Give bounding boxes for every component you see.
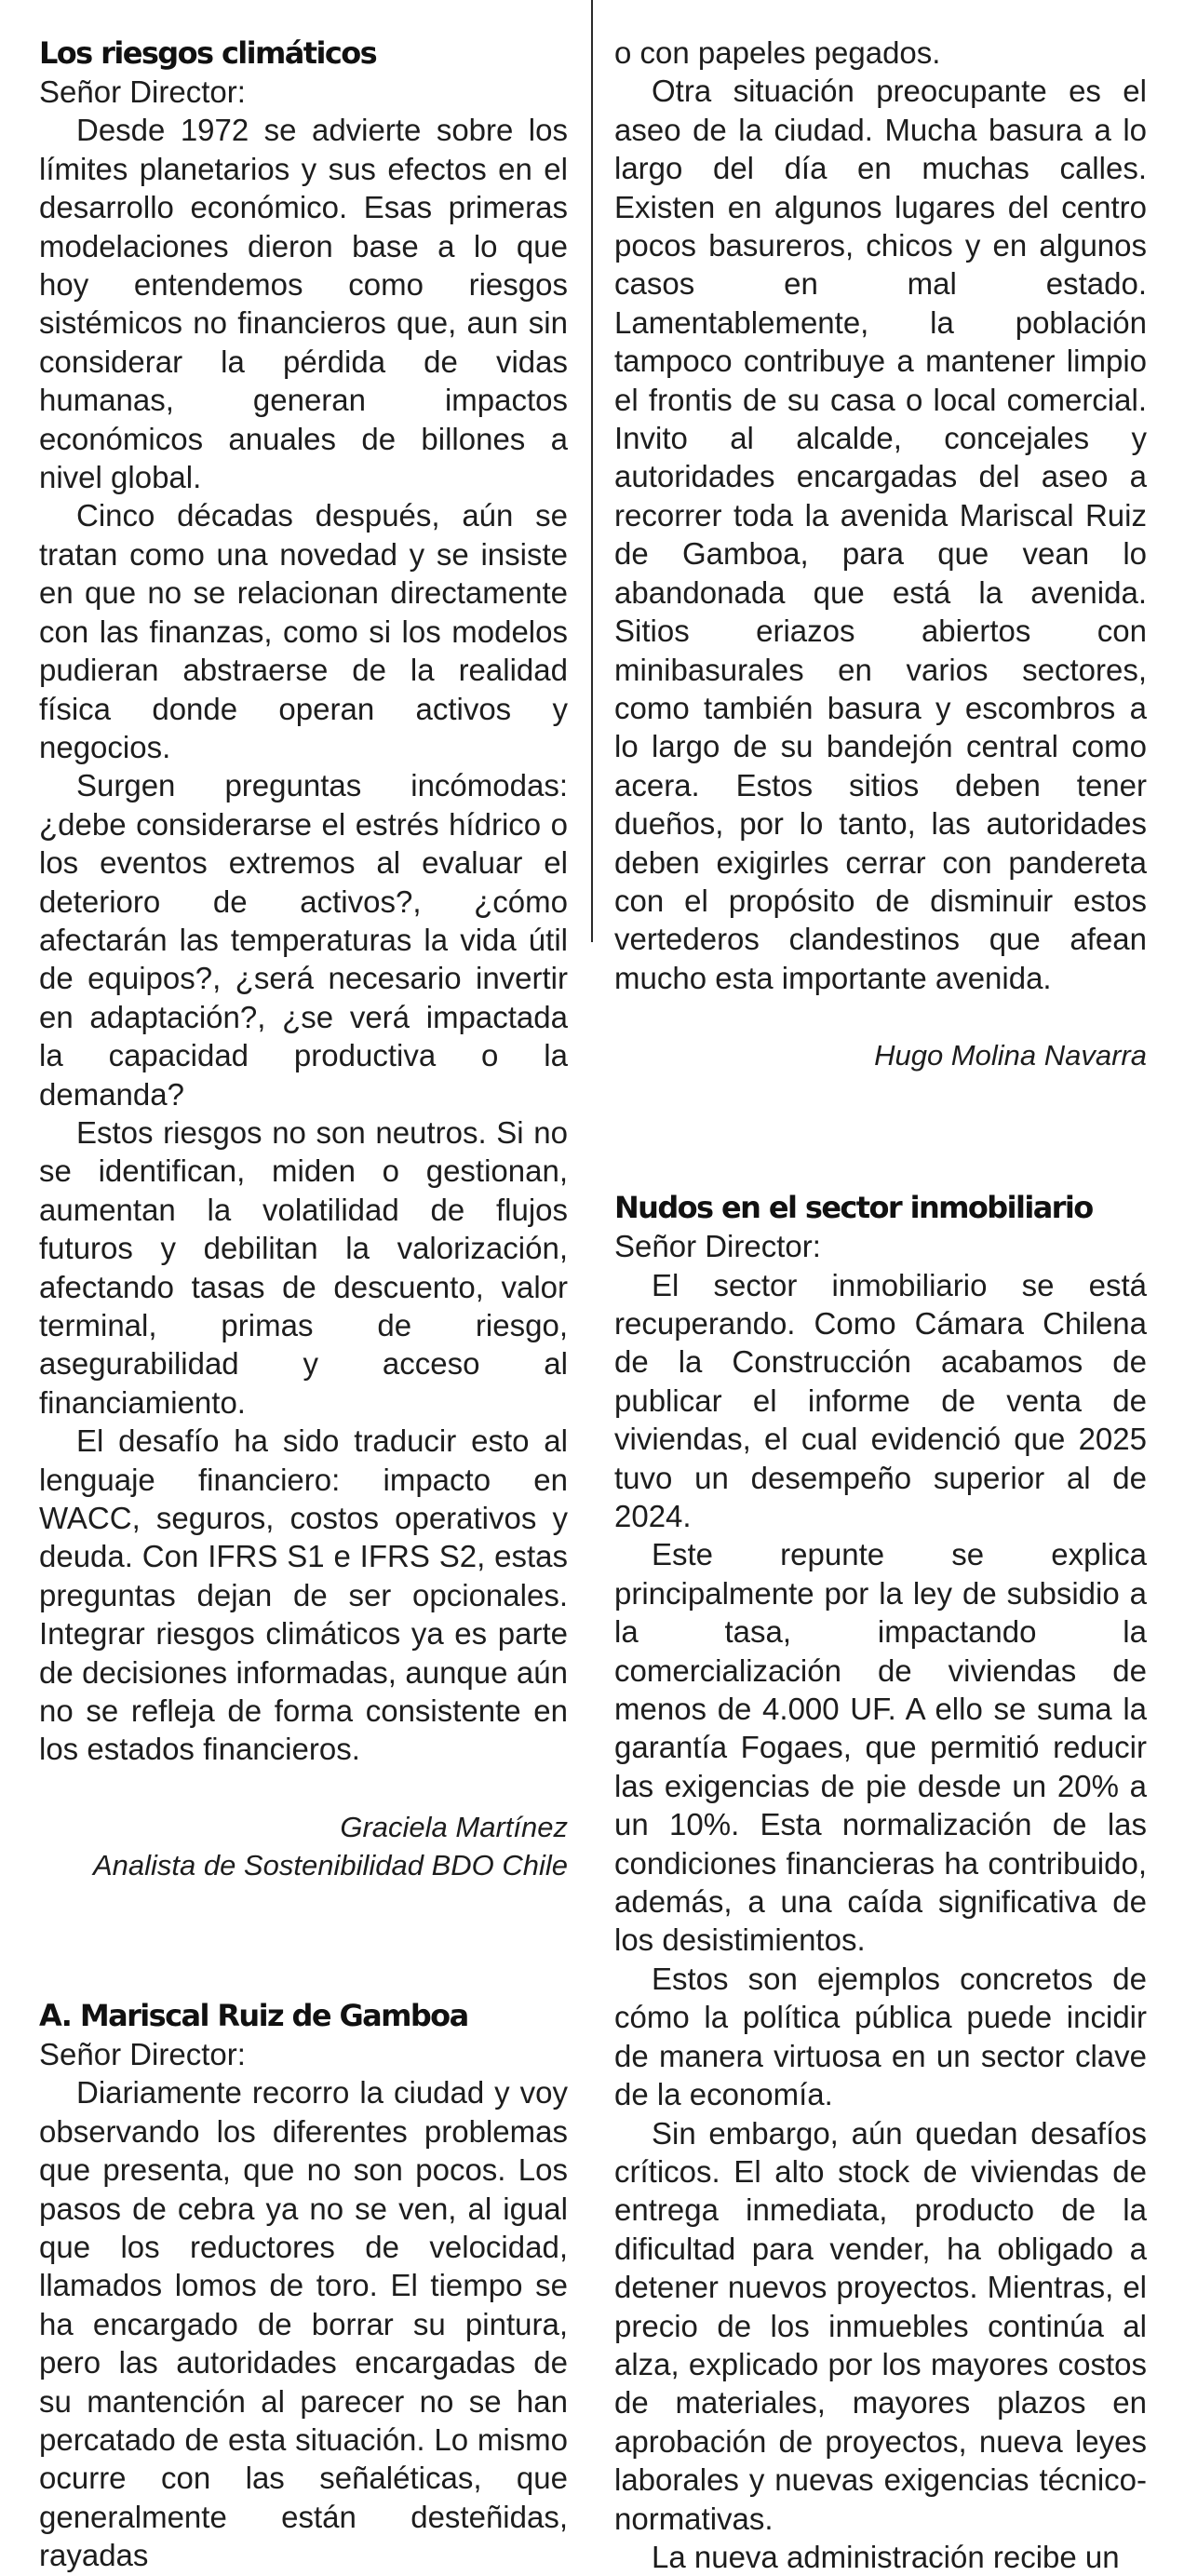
letter-paragraph: Cinco décadas después, aún se tratan como una novedad y se insiste en que no se relacionan directamente con las finanzas, como si los modelos pudieran abstraerse de la realidad física donde operan activos y negocios. xyxy=(39,498,568,764)
signature-name: Hugo Molina Navarra xyxy=(874,1039,1147,1072)
letter-paragraph: Surgen preguntas incómodas: ¿debe considerarse el estrés hídrico o los eventos extremos al evaluar el deterioro de activos?, ¿cómo afectarán las temperaturas la vida útil de equipos?, ¿será necesario invertir en adaptación?, ¿se verá impactada la capacidad productiva o la demanda? xyxy=(39,768,568,1112)
letter-mariscal-ruiz-de-gamboa-continued xyxy=(614,34,1147,1074)
signature-title: Analista de Sostenibilidad BDO Chile xyxy=(92,1848,568,1881)
letter-paragraph: Desde 1972 se advierte sobre los límites planetarios y sus efectos en el desarrollo económico. Esas primeras modelaciones dieron base a lo que hoy entendemos como riesgos sistémicos no financieros que, aun sin considerar la pérdida de vidas humanas, generan impactos económicos anuales de billones a nivel global. xyxy=(39,113,568,495)
letter-paragraph: La nueva administración recibe un xyxy=(652,2539,1120,2574)
right-column xyxy=(614,34,1147,2576)
letter-salutation: Señor Director: xyxy=(614,1229,821,1264)
letter-headline: Nudos en el sector inmobiliario xyxy=(614,1190,1093,1226)
letter-salutation: Señor Director: xyxy=(39,74,246,109)
letter-headline: A. Mariscal Ruiz de Gamboa xyxy=(39,1997,468,2033)
letter-paragraph: Este repunte se explica principalmente por la ley de subsidio a la tasa, impactando la comercialización de viviendas de menos de 4.000 UF. A ello se suma la garantía Fogaes, que permitió reducir las exigencias de pie desde un 20% a un 10%. Esta normalización de las condiciones financieras ha contribuido, además, a una caída significativa de los desistimientos. xyxy=(614,1537,1147,1958)
letter-paragraph: Estos son ejemplos concretos de cómo la política pública puede incidir de manera virtuosa en un sector clave de la economía. xyxy=(614,1961,1147,2112)
letter-paragraph: Diariamente recorro la ciudad y voy observando los diferentes problemas que presenta, que no son pocos. Los pasos de cebra ya no se ven, al igual que los reductores de velocidad, llamados lomos de toro. El tiempo se ha encargado de borrar su pintura, pero las autoridades encargadas de su mantención al parecer no se han percatado de esta situación. Lo mismo ocurre con las señaléticas, que generalmente están desteñidas, rayadas xyxy=(39,2075,568,2573)
letter-paragraph-continued: o con papeles pegados. xyxy=(614,35,941,70)
signature-name: Graciela Martínez xyxy=(340,1810,568,1843)
letter-salutation: Señor Director: xyxy=(39,2036,246,2071)
letter-paragraph: Sin embargo, aún quedan desafíos críticos. El alto stock de viviendas de entrega inmediata, producto de la dificultad para vender, ha obligado a detener nuevos proyectos. Mientras, el precio de los inmuebles continúa al alza, explicado por los mayores costos de materiales, mayores plazos en aprobación de proyectos, nueva leyes laborales y nuevas exigencias técnico-normativas. xyxy=(614,2115,1147,2536)
left-column xyxy=(39,34,568,2575)
letter-paragraph: El sector inmobiliario se está recuperando. Como Cámara Chilena de la Construcción acabamos de publicar el informe de venta de viviendas, el cual evidenció que 2025 tuvo un desempeño superior al de 2024. xyxy=(614,1267,1147,1533)
letter-paragraph: El desafío ha sido traducir esto al lenguaje financiero: impacto en WACC, seguros, costos operativos y deuda. Con IFRS S1 e IFRS S2, estas preguntas dejan de ser opcionales. Integrar riesgos climáticos ya es parte de decisiones informadas, aunque aún no se refleja de forma consistente en los estados financieros. xyxy=(39,1423,568,1767)
column-divider xyxy=(591,0,593,942)
letter-paragraph: Otra situación preocupante es el aseo de la ciudad. Mucha basura a lo largo del día en muchas calles. Existen en algunos lugares del centro pocos basureros, chicos y en algunos casos en mal estado. Lamentablemente, la población tampoco contribuye a mantener limpio el frontis de su casa o local comercial. Invito al alcalde, concejales y autoridades encargadas del aseo a recorrer toda la avenida Mariscal Ruiz de Gamboa, para que vean lo abandonada que está la avenida. Sitios eriazos abiertos con minibasurales en varios sectores, como también basura y escombros a lo largo de su bandejón central como acera. Estos sitios deben tener dueños, por lo tanto, las autoridades deben exigirles cerrar con pandereta con el propósito de disminuir estos vertederos clandestinos que afean mucho esta importante avenida. xyxy=(614,74,1147,995)
letter-riesgos-climaticos xyxy=(39,34,568,1884)
letter-headline: Los riesgos climáticos xyxy=(39,35,377,71)
letter-paragraph: Estos riesgos no son neutros. Si no se identifican, miden o gestionan, aumentan la volatilidad de flujos futuros y debilitan la valorización, afectando tasas de descuento, valor terminal, primas de riesgo, asegurabilidad y acceso al financiamiento. xyxy=(39,1114,568,1420)
letter-sector-inmobiliario xyxy=(614,1188,1147,2576)
letter-mariscal-ruiz-de-gamboa xyxy=(39,1996,568,2575)
